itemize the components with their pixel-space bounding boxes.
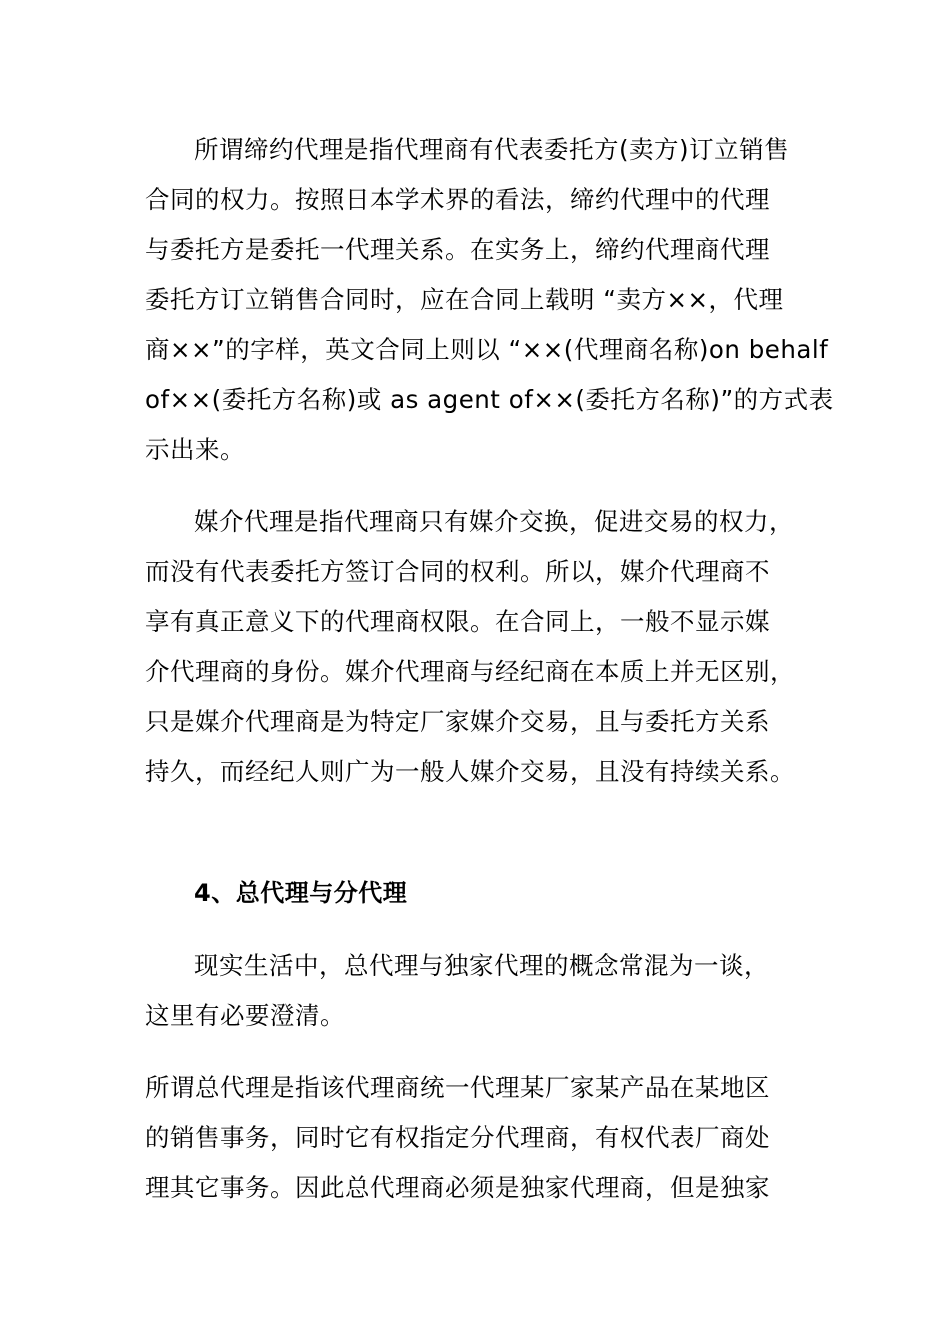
paragraph-3-line-1: 现实生活中，总代理与独家代理的概念常混为一谈，	[194, 951, 769, 980]
section-heading: 4、总代理与分代理	[194, 879, 408, 907]
paragraph-2-line-2: 而没有代表委托方签订合同的权利。所以，媒介代理商不	[145, 557, 770, 586]
paragraph-3-line-2: 这里有必要澄清。	[145, 1001, 345, 1030]
paragraph-1-line-6: of××(委托方名称)或 as agent of××(委托方名称)”的方式表	[145, 385, 834, 414]
paragraph-2-line-5: 只是媒介代理商是为特定厂家媒介交易，且与委托方关系	[145, 707, 770, 736]
paragraph-1-line-7: 示出来。	[145, 435, 245, 464]
paragraph-2-line-4: 介代理商的身份。媒介代理商与经纪商在本质上并无区别，	[145, 657, 795, 686]
paragraph-4-line-1: 所谓总代理是指该代理商统一代理某厂家某产品在某地区	[145, 1073, 770, 1102]
paragraph-4-line-2: 的销售事务，同时它有权指定分代理商，有权代表厂商处	[145, 1123, 770, 1152]
paragraph-4-line-3: 理其它事务。因此总代理商必须是独家代理商，但是独家	[145, 1173, 770, 1202]
paragraph-2-line-6: 持久，而经纪人则广为一般人媒介交易，且没有持续关系。	[145, 757, 795, 786]
paragraph-2-line-1: 媒介代理是指代理商只有媒介交换，促进交易的权力，	[194, 507, 794, 536]
paragraph-1-line-3: 与委托方是委托一代理关系。在实务上，缔约代理商代理	[145, 235, 770, 264]
paragraph-2-line-3: 享有真正意义下的代理商权限。在合同上，一般不显示媒	[145, 607, 770, 636]
paragraph-1-line-4: 委托方订立销售合同时，应在合同上载明 “卖方××，代理	[145, 285, 784, 314]
paragraph-1-line-2: 合同的权力。按照日本学术界的看法，缔约代理中的代理	[145, 185, 770, 214]
paragraph-1-line-5: 商××”的字样，英文合同上则以 “××(代理商名称)on behalf	[145, 335, 829, 364]
paragraph-1-line-1: 所谓缔约代理是指代理商有代表委托方(卖方)订立销售	[194, 135, 790, 164]
